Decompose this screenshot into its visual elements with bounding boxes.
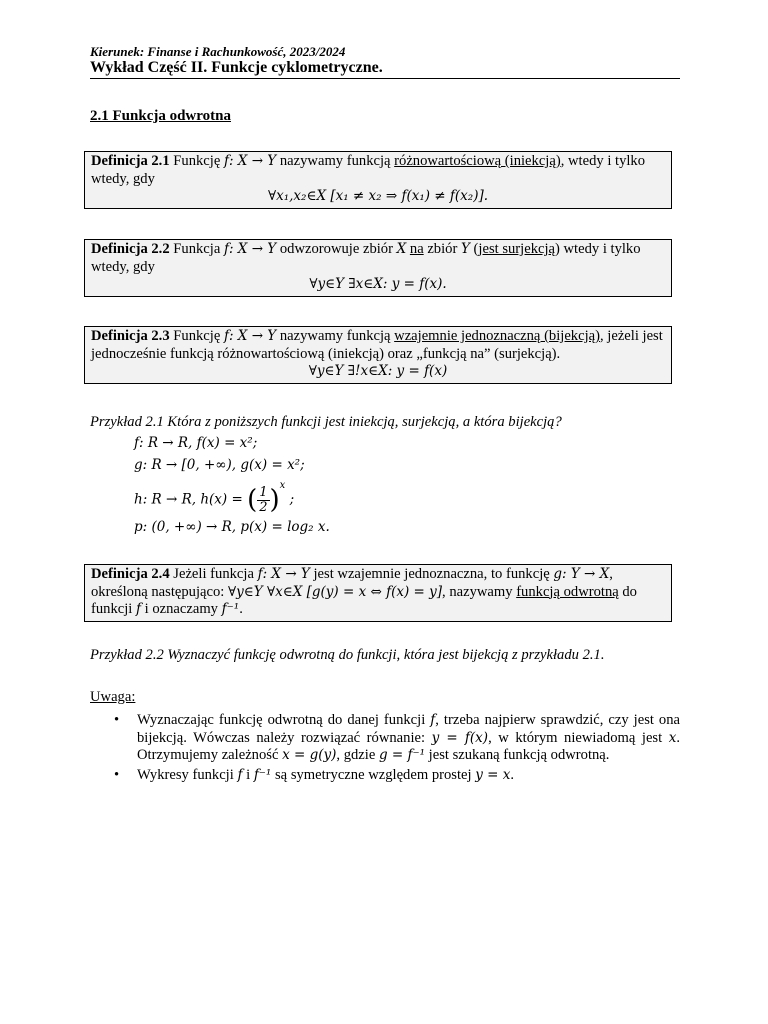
example-2-1-functions — [134, 432, 330, 538]
header-course: Kierunek: Finanse i Rachunkowość, 2023/2024 — [90, 44, 346, 59]
definition-2-1-text: Definicja 2.1 Funkcję f: X → Y nazywamy funkcją różnowartościową (iniekcją), wtedy i tylko wtedy, gdy — [91, 153, 646, 187]
definition-2-1-formula: ∀x₁,x₂∈X [x₁ ≠ x₂ ⇒ f(x₁) ≠ f(x₂)]. — [267, 188, 489, 204]
function-h: h: R → R, h(x) = ( $\frac{1}{2}$ )$^x$ ; — [134, 480, 295, 515]
definition-2-2-box — [84, 239, 672, 297]
section-title: 2.1 Funkcja odwrotna — [90, 108, 231, 124]
function-g: g: R → [0, +∞), g(x) = x²; — [134, 457, 305, 473]
definition-2-1-box — [84, 151, 672, 209]
definition-label: Definicja 2.3 — [91, 328, 170, 344]
example-2-2-text: Przykład 2.2 Wyznaczyć funkcję odwrotną do funkcji, która jest bijekcją z przykładu 2.1. — [90, 647, 605, 663]
note-bullet-2: • Wykresy funkcji f i f⁻¹ są symetryczne względem prostej y = x. — [114, 766, 514, 783]
note-title: Uwaga: — [90, 689, 136, 705]
header-rule — [90, 78, 680, 79]
definition-label: Definicja 2.2 — [91, 241, 170, 257]
function-p: p: (0, +∞) → R, p(x) = log₂ x. — [134, 519, 330, 535]
fraction-one-half: $\frac{1}{2}$ — [259, 484, 268, 515]
definition-2-3-formula: ∀y∈Y ∃!x∈X: y = f(x) — [308, 363, 448, 379]
definition-2-3-box — [84, 326, 672, 384]
definition-2-4-box — [84, 564, 672, 622]
definition-2-3-text: Definicja 2.3 Funkcję f: X → Y nazywamy funkcją wzajemnie jednoznaczną (bijekcją), jeżeli jest jednocześnie funkcją różnowartościową (iniekcją) oraz „funkcją na” (surjekcją). — [91, 328, 663, 362]
bullet-dot-icon: • — [114, 766, 120, 783]
definition-2-2-text: Definicja 2.2 Funkcja f: X → Y odwzorowuje zbiór X na zbiór Y (jest surjekcją) wtedy i tylko wtedy, gdy — [91, 241, 641, 275]
definition-label: Definicja 2.1 — [91, 153, 170, 169]
note-bullet-1: • Wyznaczając funkcję odwrotną do danej funkcji f, trzeba najpierw sprawdzić, czy jest ona bijekcją. Wówczas należy rozwiązać równanie: y = f(x), w którym niewiadomą jest x. Otrzymujemy zależność x = g(y), gdzie g = f⁻¹ jest szukaną funkcją odwrotną. — [114, 712, 680, 763]
bullet-dot-icon: • — [114, 712, 120, 728]
example-2-1-text: Przykład 2.1 Która z poniższych funkcji jest iniekcją, surjekcją, a która bijekcją? — [90, 414, 562, 430]
definition-2-4-text: Definicja 2.4 Jeżeli funkcja f: X → Y jest wzajemnie jednoznaczna, to funkcję g: Y → X, określoną następująco: ∀y∈Y ∀x∈X [g(y) = x ⇔ f(x) = y], nazywamy funkcją odwrotną do funkcji f i oznaczamy f⁻¹. — [91, 566, 637, 617]
definition-2-2-formula: ∀y∈Y ∃x∈X: y = f(x). — [309, 276, 447, 292]
header-lecture-title: Wykład Część II. Funkcje cyklometryczne. — [90, 59, 383, 76]
definition-label: Definicja 2.4 — [91, 566, 170, 582]
function-f: f: R → R, f(x) = x²; — [134, 435, 258, 451]
note-bullets — [90, 712, 680, 784]
